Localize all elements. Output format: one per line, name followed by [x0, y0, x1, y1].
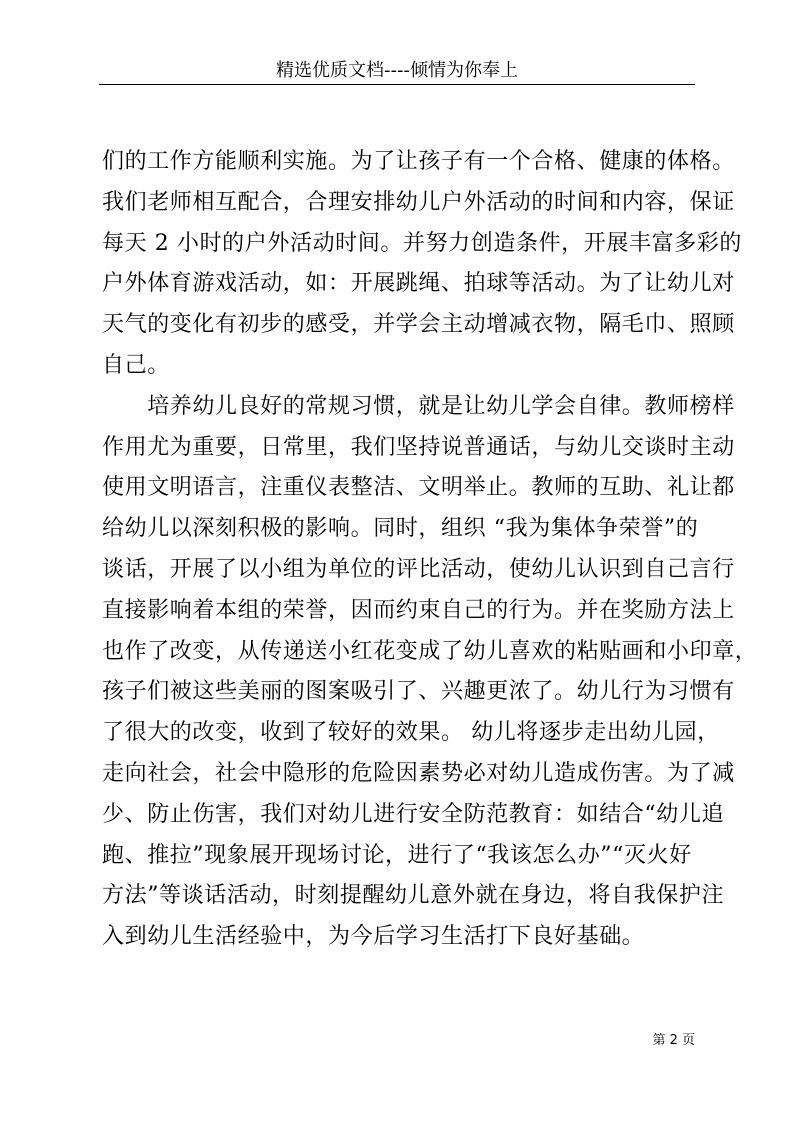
text-line: 给幼儿以深刻积极的影响。同时，组织 “我为集体争荣誉”的: [102, 516, 699, 542]
text-line: 谈话，开展了以小组为单位的评比活动，使幼儿认识到自己言行: [102, 556, 735, 582]
text-line: 我们老师相互配合，合理安排幼儿户外活动的时间和内容，保证: [102, 189, 735, 215]
text-line: 少、防止伤害，我们对幼儿进行安全防范教育：如结合“幼儿追: [102, 801, 725, 827]
text-line: 了很大的改变，收到了较好的效果。 幼儿将逐步走出幼儿园，: [102, 720, 720, 746]
text-line: 孩子们被这些美丽的图案吸引了、兴趣更浓了。幼儿行为习惯有: [102, 679, 735, 705]
text-line: 天气的变化有初步的感受，并学会主动增减衣物，隔毛巾、照顾: [102, 312, 735, 338]
text-line: 方法”等谈话活动，时刻提醒幼儿意外就在身边，将自我保护注: [102, 883, 725, 909]
text-line: 也作了改变，从传递送小红花变成了幼儿喜欢的粘贴画和小印章，: [102, 638, 758, 664]
text-line: 直接影响着本组的荣誉，因而约束自己的行为。并在奖励方法上: [102, 597, 735, 623]
text-line: 入到幼儿生活经验中，为今后学习生活打下良好基础。: [102, 924, 645, 950]
text-line: 自己。: [102, 352, 170, 378]
text-line: 跑、推拉”现象展开现场讨论，进行了“我该怎么办”“灭火好: [102, 842, 692, 868]
page-number: 第 2 页: [652, 1033, 695, 1048]
text-line: 使用文明语言，注重仪表整洁、文明举止。教师的互助、礼让都: [102, 475, 735, 501]
text-line: 培养幼儿良好的常规习惯，就是让幼儿学会自律。教师榜样: [102, 393, 735, 419]
text-line: 作用尤为重要，日常里，我们坚持说普通话，与幼儿交谈时主动: [102, 434, 735, 460]
text-line: 每天 2 小时的户外活动时间。并努力创造条件，开展丰富多彩的: [102, 230, 742, 256]
header-title: 精选优质文档----倾情为你奉上: [276, 60, 518, 81]
page-header: [99, 58, 695, 85]
text-line: 走向社会，社会中隐形的危险因素势必对幼儿造成伤害。为了减: [102, 760, 735, 786]
document-body: [102, 142, 758, 958]
text-line: 户外体育游戏活动，如：开展跳绳、拍球等活动。为了让幼儿对: [102, 271, 735, 297]
text-line: 们的工作方能顺利实施。为了让孩子有一个合格、健康的体格。: [102, 149, 735, 174]
